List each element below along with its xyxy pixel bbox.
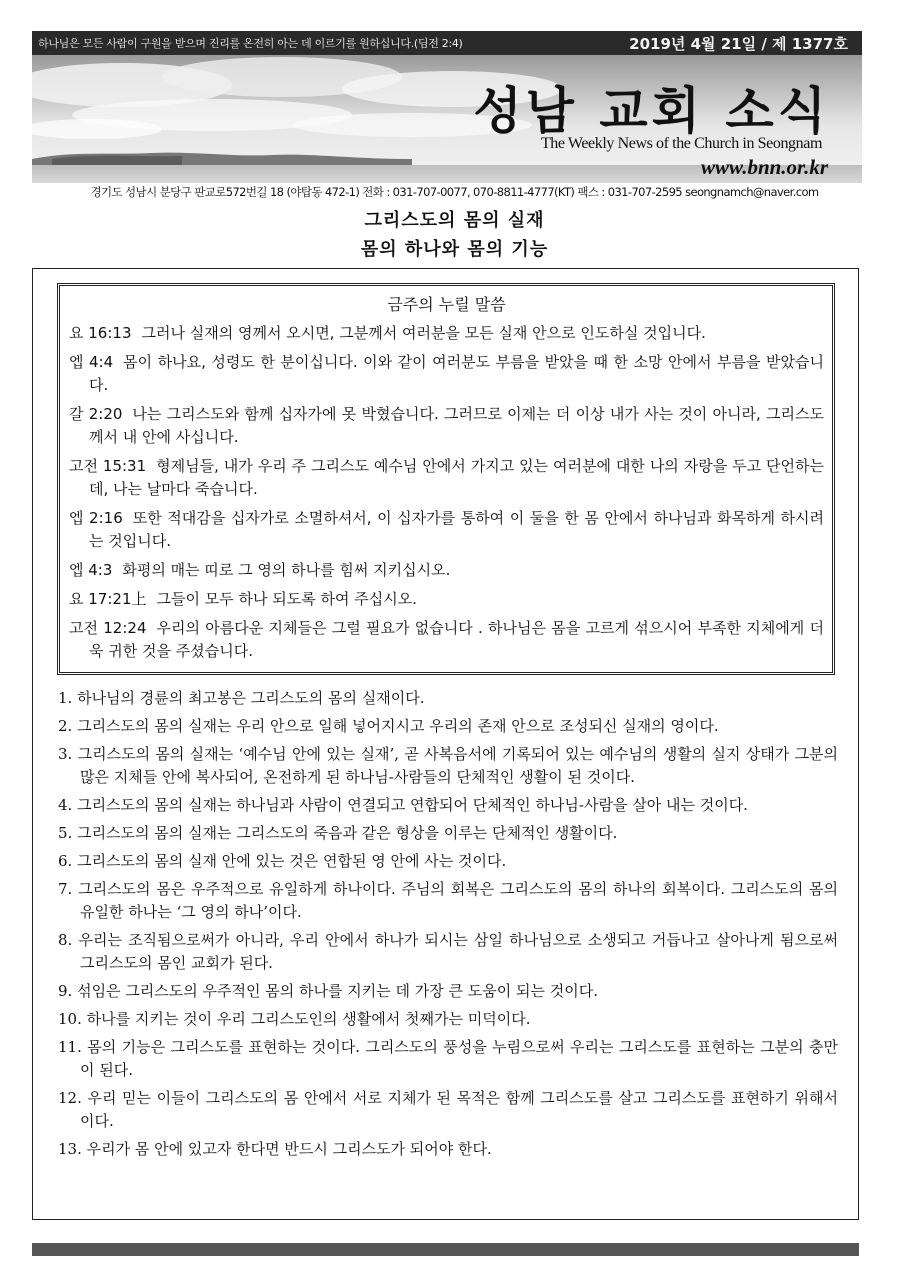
verse-text: 우리의 아름다운 지체들은 그럴 필요가 없습니다 . 하나님은 몸을 고르게 섞으시어 부족한 지체에게 더욱 귀한 것을 주셨습니다. (89, 619, 824, 660)
verse-ref: 엡 4:4 (69, 353, 114, 371)
church-address: 경기도 성남시 분당구 판교로572번길 18 (야탑동 472-1) 전화 : 031-707-0077, 070-8811-4777(KT) 팩스 : 031-707-2595 seongnamch@naver.com (90, 185, 819, 199)
verse-box (57, 283, 835, 675)
verse-ref: 엡 2:16 (69, 509, 123, 527)
headline-line-1: 그리스도의 몸의 실재 (364, 210, 545, 231)
verse-ref: 요 16:13 (69, 324, 132, 342)
verse-ref: 고전 15:31 (69, 457, 147, 475)
outline-point: 3. 그리스도의 몸의 실재는 ‘예수님 안에 있는 실재’, 곧 사복음서에 기록되어 있는 예수님의 생활의 실지 상태가 그분의 많은 지체들 안에 복사되어, 온전하게 된 하나님-사람들의 단체적인 생활이 된 것이다. (58, 745, 838, 786)
verse-text: 형제님들, 내가 우리 주 그리스도 예수님 안에서 가지고 있는 여러분에 대한 나의 자랑을 두고 단언하는데, 나는 날마다 죽습니다. (89, 457, 824, 498)
masthead-topbar (32, 31, 862, 55)
verse-item (69, 351, 824, 397)
headline-line-2: 몸의 하나와 몸의 기능 (360, 239, 549, 260)
motto-text: 하나님은 모든 사람이 구원을 받으며 진리를 온전히 아는 데 이르기를 원하십니다.(딤전 2:4) (38, 37, 463, 50)
newsletter-title: 성남 교회 소식 (473, 81, 830, 140)
issue-date: 2019년 4월 21일 / 제 1377호 (629, 35, 848, 53)
verse-ref: 요 17:21上 (69, 590, 147, 608)
headline (0, 206, 909, 264)
outline-point: 8. 우리는 조직됨으로써가 아니라, 우리 안에서 하나가 되시는 삼일 하나님으로 소생되고 거듭나고 살아나게 됨으로써 그리스도의 몸인 교회가 된다. (58, 931, 838, 972)
message-outline (58, 687, 838, 1166)
content-frame (32, 268, 859, 1220)
verse-item (69, 559, 824, 582)
outline-point: 12. 우리 믿는 이들이 그리스도의 몸 안에서 서로 지체가 된 목적은 함께 그리스도를 살고 그리스도를 표현하기 위해서이다. (58, 1089, 838, 1130)
verse-item (69, 588, 824, 611)
verse-item (69, 322, 824, 345)
verse-ref: 고전 12:24 (69, 619, 147, 637)
outline-point: 11. 몸의 기능은 그리스도를 표현하는 것이다. 그리스도의 풍성을 누림으로써 우리는 그리스도를 표현하는 그분의 충만이 된다. (58, 1038, 838, 1079)
outline-point: 1. 하나님의 경륜의 최고봉은 그리스도의 몸의 실재이다. (58, 689, 425, 707)
verse-ref: 엡 4:3 (69, 561, 113, 579)
footer-divider-bar (32, 1243, 859, 1256)
verse-item (69, 403, 824, 449)
verse-text: 그러나 실재의 영께서 오시면, 그분께서 여러분을 모든 실재 안으로 인도하실 것입니다. (141, 324, 706, 342)
verse-text: 나는 그리스도와 함께 십자가에 못 박혔습니다. 그러므로 이제는 더 이상 내가 사는 것이 아니라, 그리스도께서 내 안에 사십니다. (89, 405, 824, 446)
outline-point: 5. 그리스도의 몸의 실재는 그리스도의 죽음과 같은 형상을 이루는 단체적인 생활이다. (58, 824, 618, 842)
verse-item (69, 455, 824, 501)
masthead (32, 31, 862, 183)
verse-ref: 갈 2:20 (69, 405, 123, 423)
verse-item (69, 617, 824, 663)
outline-point: 4. 그리스도의 몸의 실재는 하나님과 사람이 연결되고 연합되어 단체적인 하나님-사람을 살아 내는 것이다. (58, 796, 748, 814)
verse-item (69, 507, 824, 553)
outline-point: 2. 그리스도의 몸의 실재는 우리 안으로 일해 넣어지시고 우리의 존재 안으로 조성되신 실재의 영이다. (58, 717, 719, 735)
outline-point: 9. 섞임은 그리스도의 우주적인 몸의 하나를 지키는 데 가장 큰 도움이 되는 것이다. (58, 982, 598, 1000)
outline-point: 7. 그리스도의 몸은 우주적으로 유일하게 하나이다. 주님의 회복은 그리스도의 몸의 하나의 회복이다. 그리스도의 몸의 유일한 하나는 ‘그 영의 하나’이다. (58, 880, 838, 921)
newsletter-subtitle: The Weekly News of the Church in Seongnam (540, 135, 822, 152)
website-link[interactable]: www.bnn.or.kr (700, 155, 828, 179)
verse-text: 화평의 매는 띠로 그 영의 하나를 힘써 지키십시오. (122, 561, 451, 579)
verse-heading: 금주의 누릴 말씀 (387, 295, 506, 314)
outline-point: 10. 하나를 지키는 것이 우리 그리스도인의 생활에서 첫째가는 미덕이다. (58, 1010, 531, 1028)
verse-text: 그들이 모두 하나 되도록 하여 주십시오. (156, 590, 417, 608)
verse-text: 또한 적대감을 십자가로 소멸하셔서, 이 십자가를 통하여 이 둘을 한 몸 안에서 하나님과 화목하게 하시려는 것입니다. (89, 509, 824, 550)
outline-point: 13. 우리가 몸 안에 있고자 한다면 반드시 그리스도가 되어야 한다. (58, 1140, 492, 1158)
verse-text: 몸이 하나요, 성령도 한 분이십니다. 이와 같이 여러분도 부름을 받았을 때 한 소망 안에서 부름을 받았습니다. (89, 353, 824, 394)
outline-point: 6. 그리스도의 몸의 실재 안에 있는 것은 연합된 영 안에 사는 것이다. (58, 852, 507, 870)
